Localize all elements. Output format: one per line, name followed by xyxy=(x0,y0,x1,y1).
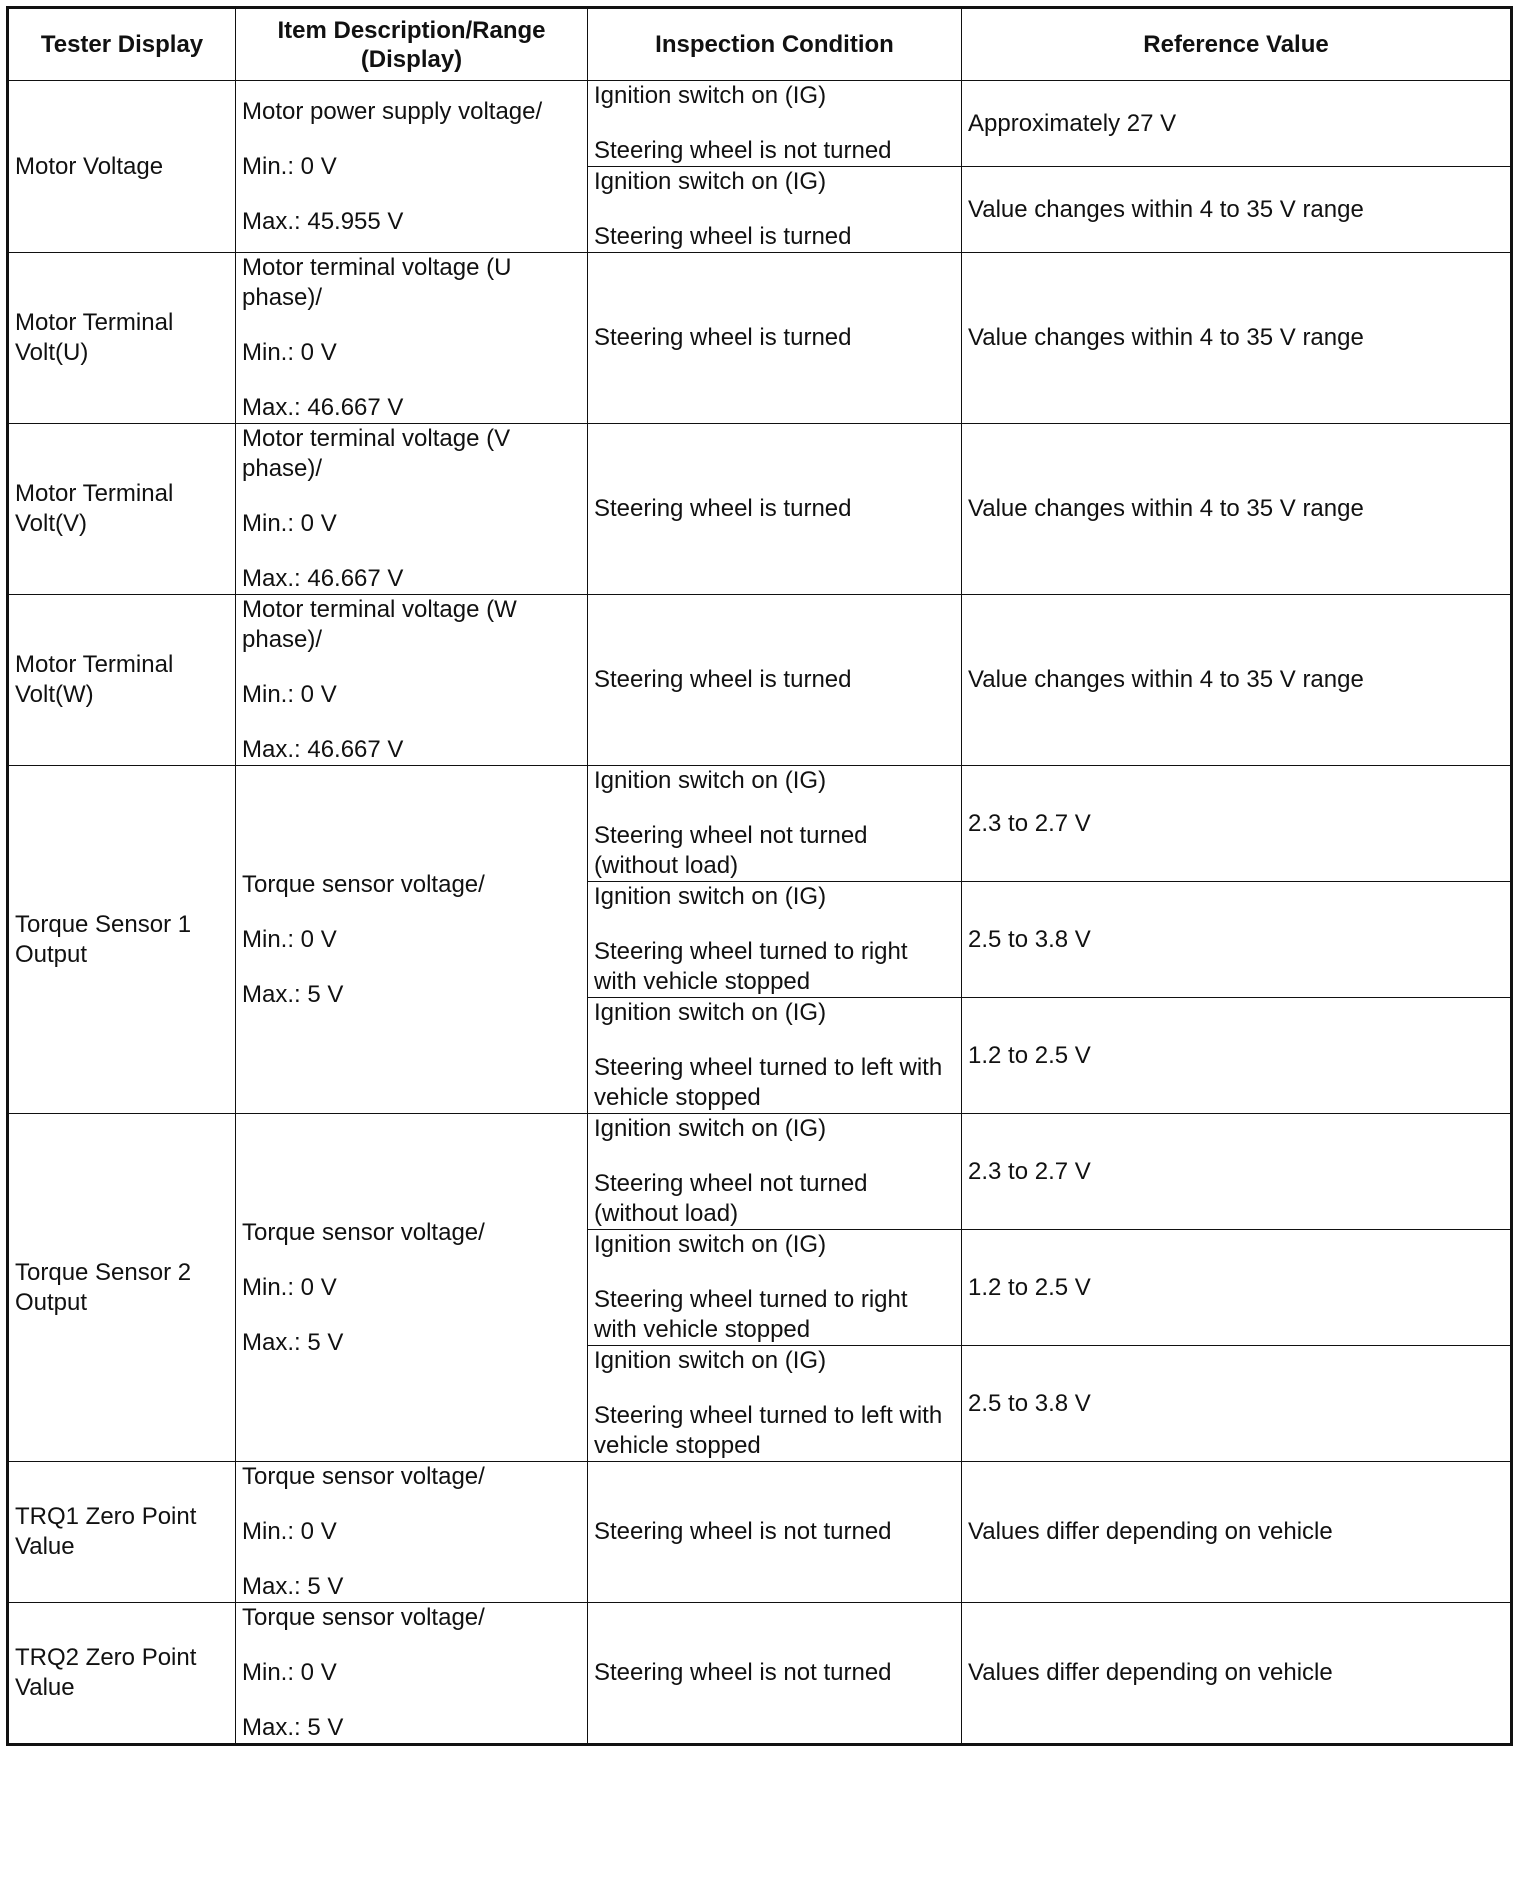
reference-value-cell: Value changes within 4 to 35 V range xyxy=(962,167,1512,253)
range-min: Min.: 0 V xyxy=(242,1659,337,1686)
condition-line: Steering wheel not turned (without load) xyxy=(594,822,868,879)
inspection-condition-cell xyxy=(588,1346,962,1462)
tester-display-cell: Motor Terminal Volt(U) xyxy=(8,253,236,424)
condition-line: Ignition switch on (IG) xyxy=(594,168,827,195)
item-description-cell xyxy=(236,595,588,766)
tester-display-cell: Motor Voltage xyxy=(8,81,236,253)
condition-line: Steering wheel is not turned xyxy=(594,1659,892,1686)
inspection-condition-cell xyxy=(588,253,962,424)
condition-line: Steering wheel turned to right with vehicle stopped xyxy=(594,938,908,995)
condition-line: Steering wheel is turned xyxy=(594,324,852,351)
reference-value-cell: Value changes within 4 to 35 V range xyxy=(962,253,1512,424)
tester-display-cell: TRQ2 Zero Point Value xyxy=(8,1603,236,1745)
inspection-condition-cell xyxy=(588,1462,962,1603)
condition-line: Ignition switch on (IG) xyxy=(594,999,827,1026)
tester-display-cell: Torque Sensor 1 Output xyxy=(8,766,236,1114)
table-body xyxy=(8,81,1512,1745)
reference-value-cell: Value changes within 4 to 35 V range xyxy=(962,595,1512,766)
inspection-condition-cell xyxy=(588,81,962,167)
item-description-cell xyxy=(236,1603,588,1745)
range-min: Min.: 0 V xyxy=(242,152,337,180)
range-max: Max.: 5 V xyxy=(242,1714,344,1741)
range-min: Min.: 0 V xyxy=(242,681,337,708)
reference-value-cell: Value changes within 4 to 35 V range xyxy=(962,424,1512,595)
condition-line: Ignition switch on (IG) xyxy=(594,767,827,794)
condition-line: Steering wheel is not turned xyxy=(594,137,892,164)
condition-line: Steering wheel turned to left with vehicle stopped xyxy=(594,1054,943,1111)
item-description-cell xyxy=(236,253,588,424)
description-text: Torque sensor voltage/ xyxy=(242,1604,485,1631)
table-row xyxy=(8,81,1512,167)
reference-value-cell: Approximately 27 V xyxy=(962,81,1512,167)
range-max: Max.: 45.955 V xyxy=(242,207,404,235)
inspection-condition-cell xyxy=(588,424,962,595)
table-header-row xyxy=(8,8,1512,81)
inspection-condition-cell xyxy=(588,1603,962,1745)
condition-line: Ignition switch on (IG) xyxy=(594,883,827,910)
table-row xyxy=(8,424,1512,595)
header-item-description xyxy=(236,8,588,81)
reference-value-cell: 2.3 to 2.7 V xyxy=(962,1114,1512,1230)
range-min: Min.: 0 V xyxy=(242,1518,337,1545)
condition-line: Steering wheel is not turned xyxy=(594,1518,892,1545)
range-max: Max.: 46.667 V xyxy=(242,394,404,421)
inspection-condition-cell xyxy=(588,766,962,882)
data-list-table xyxy=(6,6,1513,1746)
inspection-condition-cell xyxy=(588,998,962,1114)
description-text: Torque sensor voltage/ xyxy=(242,1218,485,1246)
description-text: Motor power supply voltage/ xyxy=(242,97,543,125)
reference-value-cell: 1.2 to 2.5 V xyxy=(962,1230,1512,1346)
condition-line: Steering wheel turned to left with vehicle stopped xyxy=(594,1402,943,1459)
header-item-description-line2: (Display) xyxy=(360,45,463,73)
table-row xyxy=(8,595,1512,766)
reference-value-cell: Values differ depending on vehicle xyxy=(962,1603,1512,1745)
condition-line: Steering wheel not turned (without load) xyxy=(594,1170,868,1227)
condition-line: Ignition switch on (IG) xyxy=(594,82,827,109)
inspection-condition-cell xyxy=(588,1230,962,1346)
condition-line: Steering wheel is turned xyxy=(594,666,852,693)
condition-line: Ignition switch on (IG) xyxy=(594,1115,827,1142)
reference-value-cell: Values differ depending on vehicle xyxy=(962,1462,1512,1603)
inspection-condition-cell xyxy=(588,882,962,998)
range-min: Min.: 0 V xyxy=(242,339,337,366)
inspection-condition-cell xyxy=(588,595,962,766)
condition-line: Ignition switch on (IG) xyxy=(594,1231,827,1258)
item-description-cell xyxy=(236,1114,588,1462)
range-max: Max.: 5 V xyxy=(242,980,344,1008)
spec-table-container xyxy=(6,6,1513,1746)
description-text: Motor terminal voltage (U phase)/ xyxy=(242,254,512,311)
condition-line: Steering wheel is turned xyxy=(594,223,852,250)
description-text: Motor terminal voltage (V phase)/ xyxy=(242,425,511,482)
reference-value-cell: 2.3 to 2.7 V xyxy=(962,766,1512,882)
range-max: Max.: 46.667 V xyxy=(242,565,404,592)
header-reference-value: Reference Value xyxy=(962,8,1512,81)
table-row xyxy=(8,1603,1512,1745)
condition-line: Steering wheel is turned xyxy=(594,495,852,522)
range-min: Min.: 0 V xyxy=(242,510,337,537)
range-max: Max.: 46.667 V xyxy=(242,736,404,763)
table-row xyxy=(8,1462,1512,1603)
tester-display-cell: Motor Terminal Volt(V) xyxy=(8,424,236,595)
condition-line: Steering wheel turned to right with vehicle stopped xyxy=(594,1286,908,1343)
range-min: Min.: 0 V xyxy=(242,925,337,953)
reference-value-cell: 2.5 to 3.8 V xyxy=(962,882,1512,998)
inspection-condition-cell xyxy=(588,1114,962,1230)
description-text: Torque sensor voltage/ xyxy=(242,1463,485,1490)
range-min: Min.: 0 V xyxy=(242,1273,337,1301)
range-max: Max.: 5 V xyxy=(242,1328,344,1356)
table-row xyxy=(8,1114,1512,1230)
item-description-cell xyxy=(236,766,588,1114)
tester-display-cell: Motor Terminal Volt(W) xyxy=(8,595,236,766)
inspection-condition-cell xyxy=(588,167,962,253)
header-item-description-line1: Item Description/Range xyxy=(277,16,546,44)
header-inspection-condition: Inspection Condition xyxy=(588,8,962,81)
item-description-cell xyxy=(236,1462,588,1603)
reference-value-cell: 2.5 to 3.8 V xyxy=(962,1346,1512,1462)
item-description-cell xyxy=(236,424,588,595)
condition-line: Ignition switch on (IG) xyxy=(594,1347,827,1374)
header-tester-display: Tester Display xyxy=(8,8,236,81)
description-text: Motor terminal voltage (W phase)/ xyxy=(242,596,517,653)
tester-display-cell: Torque Sensor 2 Output xyxy=(8,1114,236,1462)
table-row xyxy=(8,253,1512,424)
description-text: Torque sensor voltage/ xyxy=(242,870,485,898)
tester-display-cell: TRQ1 Zero Point Value xyxy=(8,1462,236,1603)
range-max: Max.: 5 V xyxy=(242,1573,344,1600)
reference-value-cell: 1.2 to 2.5 V xyxy=(962,998,1512,1114)
item-description-cell xyxy=(236,81,588,253)
table-row xyxy=(8,766,1512,882)
